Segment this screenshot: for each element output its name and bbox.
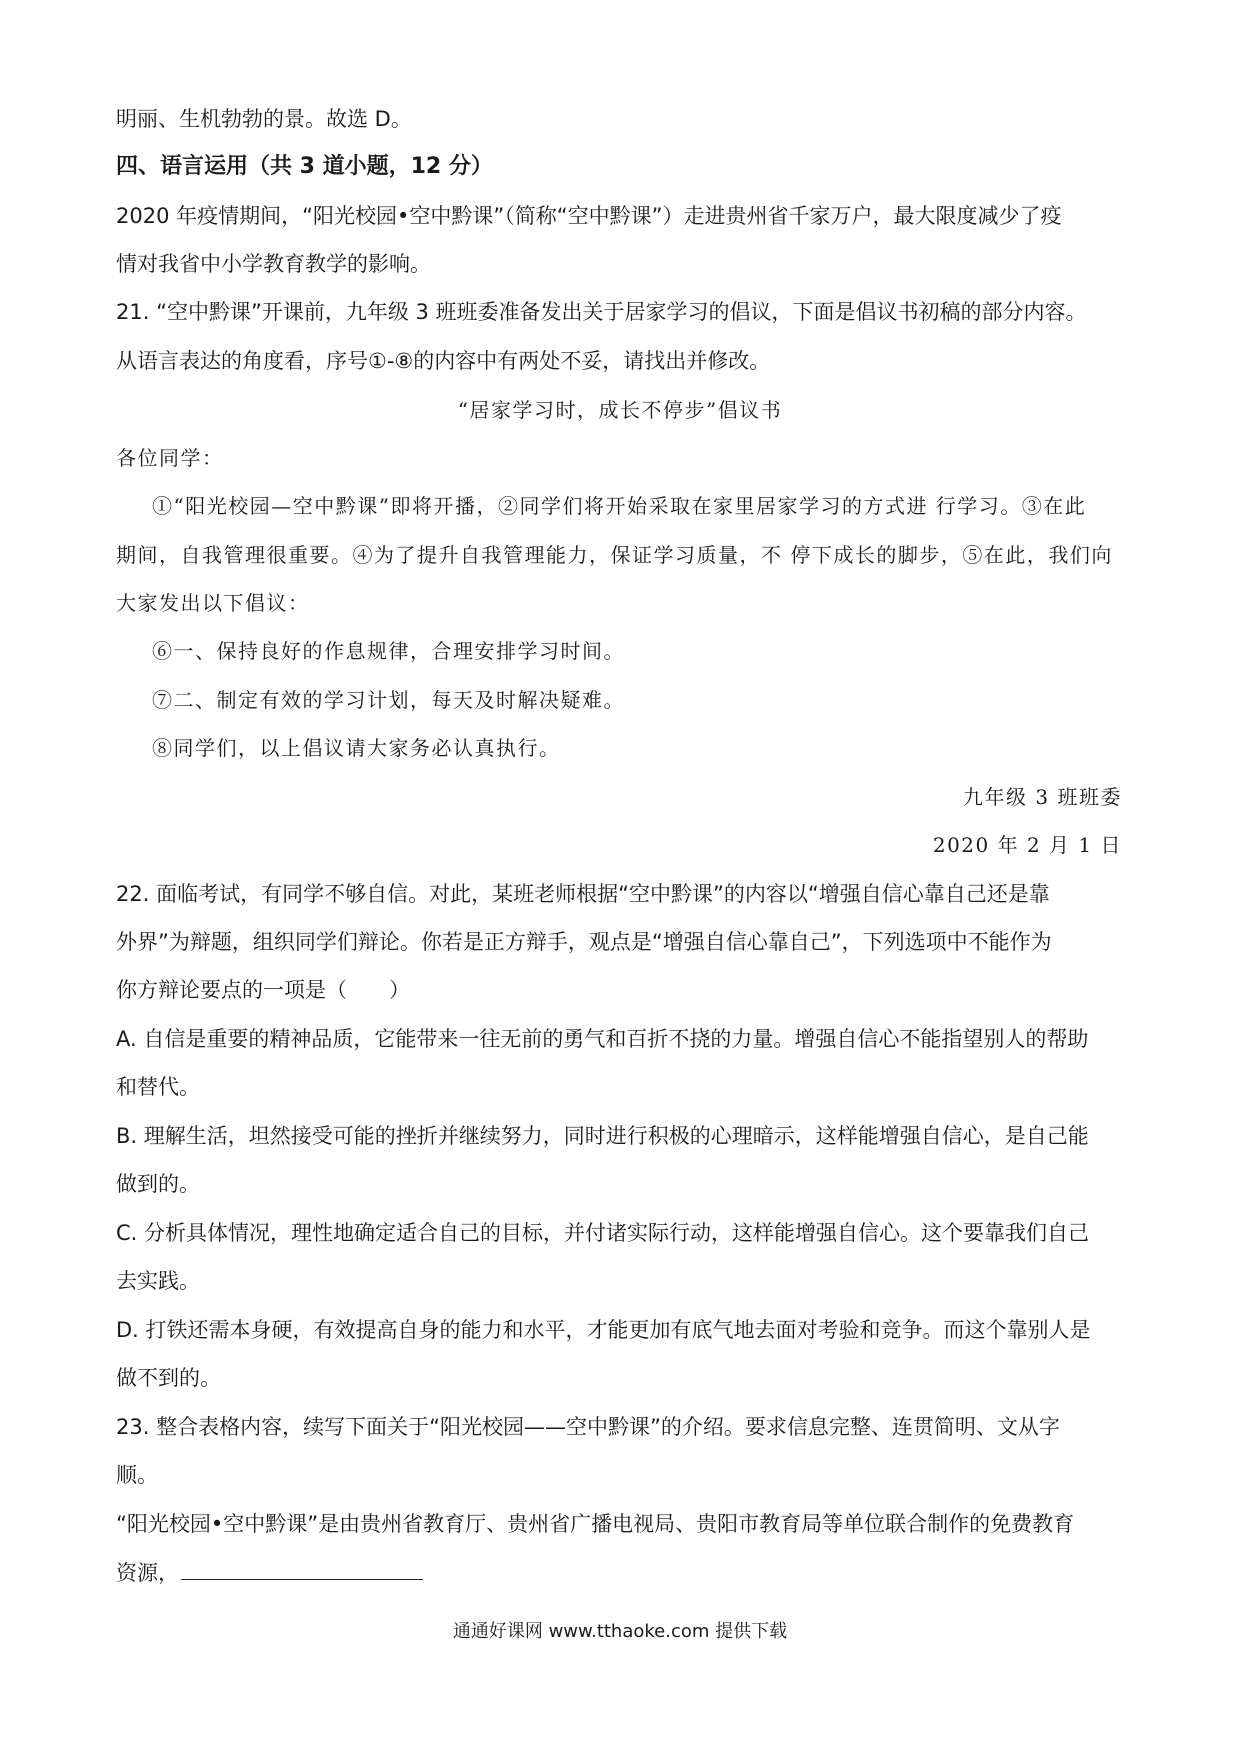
page-footer: 通通好课网 www.tthaoke.com 提供下载 [452,1621,788,1642]
text-line: 做到的。 [116,1172,200,1196]
text-line: 外界”为辩题，组织同学们辩论。你若是正方辩手，观点是“增强自信心靠自己”，下列选项中不能作为 [116,930,1052,954]
option-c: C. 分析具体情况，理性地确定适合自己的目标，并付诸实际行动，这样能增强自信心。这个要靠我们自己 [116,1221,1090,1245]
text-line: 去实践。 [116,1269,200,1293]
proposal-text-line: 期间，自我管理很重要。④为了提升自我管理能力，保证学习质量，不 停下成长的脚步，⑤在此，我们向 [116,543,1113,567]
proposal-signature: 九年级 3 班班委 [963,785,1122,809]
question-21: 21. “空中黔课”开课前，九年级 3 班班委准备发出关于居家学习的倡议，下面是倡议书初稿的部分内容。 [116,300,1087,324]
text-fragment: 资源， [116,1561,179,1585]
proposal-item: ⑦二、制定有效的学习计划，每天及时解决疑难。 [152,688,625,712]
answer-blank[interactable] [181,1557,423,1580]
text-line: 2020 年疫情期间，“阳光校园•空中黔课”（简称“空中黔课”）走进贵州省千家万户，最大限度减少了疫 [116,204,1062,228]
answer-line [116,1557,423,1588]
question-22: 22. 面临考试，有同学不够自信。对此，某班老师根据“空中黔课”的内容以“增强自信心靠自己还是靠 [116,882,1050,906]
text-line: 情对我省中小学教育教学的影响。 [116,252,431,276]
text-line: 做不到的。 [116,1366,221,1390]
text-line: 顺。 [116,1463,158,1487]
text-line: 你方辩论要点的一项是（ ） [116,978,410,1002]
proposal-text-line: 大家发出以下倡议： [116,591,310,615]
proposal-text-line: ①“阳光校园—空中黔课”即将开播，②同学们将开始采取在家里居家学习的方式进 行学习。③在此 [152,494,1087,518]
proposal-title: “居家学习时，成长不停步”倡议书 [457,398,783,422]
salutation: 各位同学： [116,446,224,470]
option-a: A. 自信是重要的精神品质，它能带来一往无前的勇气和百折不挠的力量。增强自信心不能指望别人的帮助 [116,1027,1089,1051]
text-line: 和替代。 [116,1075,200,1099]
option-d: D. 打铁还需本身硬，有效提高自身的能力和水平，才能更加有底气地去面对考验和竞争。而这个靠别人是 [116,1318,1091,1342]
question-23: 23. 整合表格内容，续写下面关于“阳光校园——空中黔课”的介绍。要求信息完整、连贯简明、文从字 [116,1415,1060,1439]
text-line: 明丽、生机勃勃的景。故选 D。 [116,107,412,131]
section-heading: 四、语言运用（共 3 道小题，12 分） [116,154,493,179]
proposal-item: ⑥一、保持良好的作息规律，合理安排学习时间。 [152,639,625,663]
text-line: 从语言表达的角度看，序号①-⑧的内容中有两处不妥，请找出并修改。 [116,349,771,373]
option-b: B. 理解生活，坦然接受可能的挫折并继续努力，同时进行积极的心理暗示，这样能增强自信心，是自己能 [116,1124,1089,1148]
proposal-item: ⑧同学们，以上倡议请大家务必认真执行。 [152,736,561,760]
proposal-date: 2020 年 2 月 1 日 [932,833,1122,857]
text-line: “阳光校园•空中黔课”是由贵州省教育厅、贵州省广播电视局、贵阳市教育局等单位联合制作的免费教育 [116,1512,1075,1536]
